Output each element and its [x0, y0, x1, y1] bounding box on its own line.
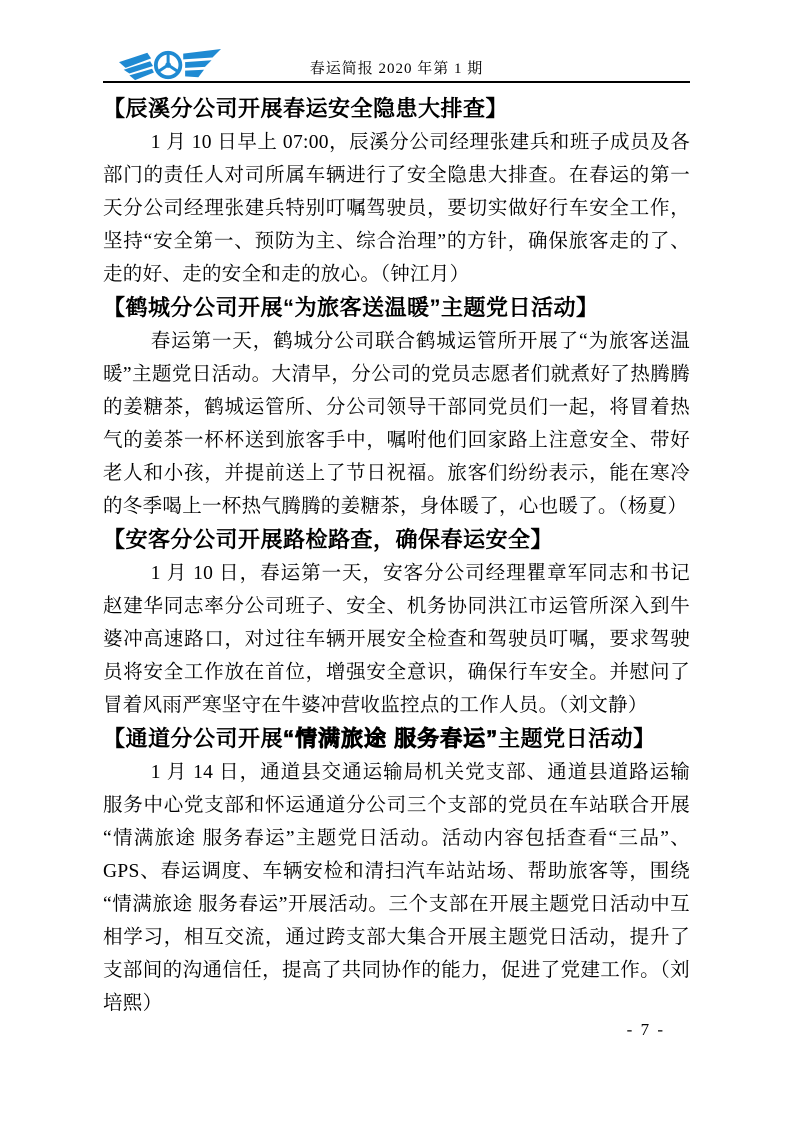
- section-heading-tongdao: [103, 722, 690, 756]
- section-heading-anke: 【安客分公司开展路检路查，确保春运安全】: [103, 527, 554, 552]
- page-footer: [627, 1020, 665, 1040]
- section-body-tongdao: 1 月 14 日，通道县交通运输局机关党支部、通道县道路运输服务中心党支部和怀运通道分公司三个支部的党员在车站联合开展“情满旅途 服务春运”主题党日活动。活动内容包括查看“三品”、GPS、春运调度、车辆安检和清扫汽车站站场、帮助旅客等，围绕“情满旅途 服务春运”开展活动。三个支部在开展主题党日活动中互相学习，相互交流，通过跨支部大集合开展主题党日活动，提升了支部间的沟通信任，提高了共同协作的能力，促进了党建工作。（刘培熙）: [103, 762, 690, 1014]
- heading-prefix: 【通道分公司开展: [103, 726, 284, 751]
- winged-steering-wheel-icon: [117, 48, 223, 82]
- page-header: [103, 46, 690, 80]
- bulletin-content: [103, 92, 690, 1020]
- heading-suffix: 主题党日活动】: [498, 726, 656, 751]
- section-body-hecheng: 春运第一天，鹤城分公司联合鹤城运管所开展了“为旅客送温暖”主题党日活动。大清早，分公司的党员志愿者们就煮好了热腾腾的姜糖茶，鹤城运管所、分公司领导干部同党员们一起，将冒着热气的姜茶一杯杯送到旅客手中，嘱咐他们回家路上注意安全、带好老人和小孩，并提前送上了节日祝福。旅客们纷纷表示，能在寒冷的冬季喝上一杯热气腾腾的姜糖茶，身体暖了，心也暖了。（杨夏）: [103, 331, 690, 517]
- section-heading-hecheng: 【鹤城分公司开展“为旅客送温暖”主题党日活动】: [103, 295, 599, 320]
- section-heading-chenxi: 【辰溪分公司开展春运安全隐患大排查】: [103, 96, 509, 121]
- section-body-anke: 1 月 10 日，春运第一天，安客分公司经理瞿章军同志和书记赵建华同志率分公司班子、安全、机务协同洪江市运管所深入到牛婆冲高速路口，对过往车辆开展安全检查和驾驶员叮嘱，要求驾驶员将安全工作放在首位，增强安全意识，确保行车安全。并慰问了冒着风雨严寒坚守在牛婆冲营收监控点的工作人员。（刘文静）: [103, 563, 690, 716]
- heading-slogan: “情满旅途 服务春运”: [283, 726, 499, 751]
- page-number: - 7 -: [626, 1020, 665, 1039]
- section-body-chenxi: 1 月 10 日早上 07:00，辰溪分公司经理张建兵和班子成员及各部门的责任人对司所属车辆进行了安全隐患大排查。在春运的第一天分公司经理张建兵特别叮嘱驾驶员，要切实做好行车安全工作，坚持“安全第一、预防为主、综合治理”的方针，确保旅客走的了、走的好、走的安全和走的放心。（钟江月）: [103, 132, 690, 285]
- bulletin-title: 春运简报 2020 年第 1 期: [309, 61, 484, 77]
